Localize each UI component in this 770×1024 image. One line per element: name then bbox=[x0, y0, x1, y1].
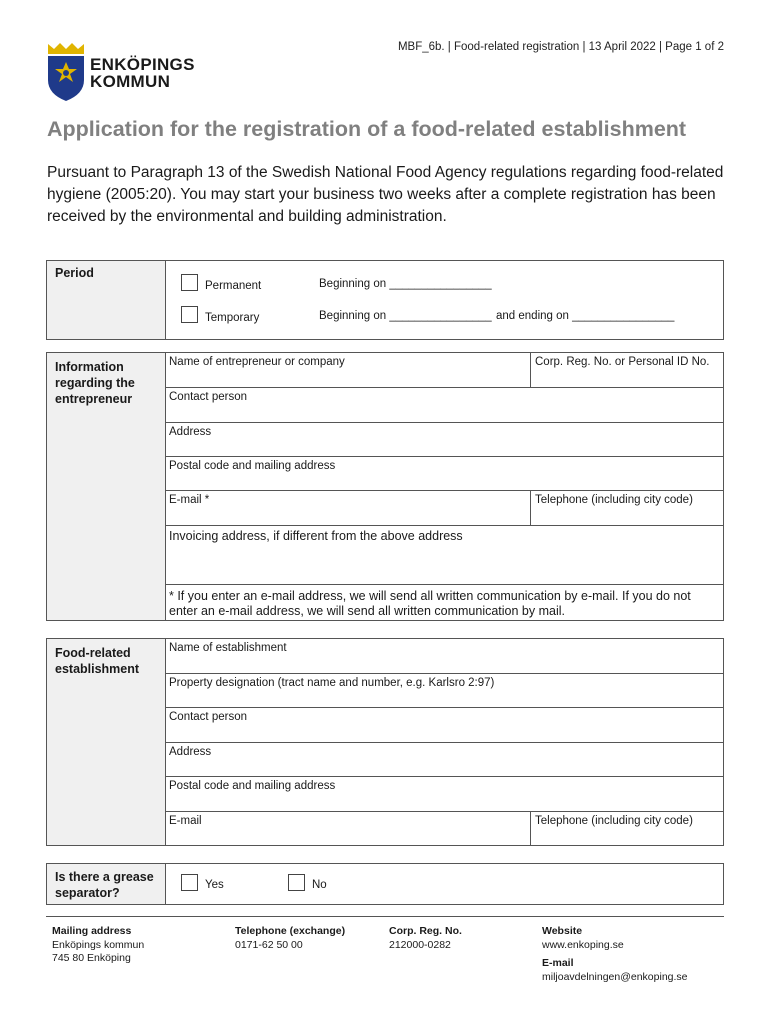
permanent-label: Permanent bbox=[205, 280, 262, 292]
establishment-name-field[interactable]: Name of establishment bbox=[166, 639, 723, 674]
grease-yes-label: Yes bbox=[205, 879, 224, 891]
page-title: Application for the registration of a food-related establishment bbox=[47, 117, 687, 141]
entrepreneur-contact-field[interactable]: Contact person bbox=[166, 388, 723, 423]
period-label: Period bbox=[47, 261, 166, 339]
temporary-ending-field[interactable]: and ending on ________________ bbox=[496, 310, 675, 322]
entrepreneur-postal-field[interactable]: Postal code and mailing address bbox=[166, 457, 723, 491]
establishment-telephone-field[interactable]: Telephone (including city code) bbox=[530, 812, 723, 846]
establishment-postal-field[interactable]: Postal code and mailing address bbox=[166, 777, 723, 812]
temporary-checkbox[interactable] bbox=[181, 306, 198, 323]
entrepreneur-name-field[interactable]: Name of entrepreneur or company Corp. Reg. No. or Personal ID No. bbox=[166, 353, 723, 388]
grease-section bbox=[46, 863, 724, 905]
establishment-email-field[interactable]: E-mail Telephone (including city code) bbox=[166, 812, 723, 846]
footer-telephone: Telephone (exchange) 0171-62 50 00 bbox=[235, 925, 346, 951]
entrepreneur-section bbox=[46, 352, 724, 621]
intro-paragraph: Pursuant to Paragraph 13 of the Swedish National Food Agency regulations regarding food-related hygiene (2005:20). You may start your business two weeks after a complete registration has been received by the environmental and building administration. bbox=[47, 164, 724, 225]
footer bbox=[46, 916, 724, 983]
temporary-beginning-field[interactable]: Beginning on ________________ bbox=[319, 310, 492, 322]
grease-no-label: No bbox=[312, 879, 327, 891]
entrepreneur-telephone-field[interactable]: Telephone (including city code) bbox=[530, 491, 723, 525]
footer-contact: Website www.enkoping.se E-mail miljoavdelningen@enkoping.se bbox=[542, 925, 688, 983]
coat-of-arms-icon bbox=[46, 42, 86, 102]
corp-reg-field[interactable]: Corp. Reg. No. or Personal ID No. bbox=[530, 353, 723, 387]
establishment-address-field[interactable]: Address bbox=[166, 743, 723, 777]
establishment-section bbox=[46, 638, 724, 846]
property-designation-field[interactable]: Property designation (tract name and number, e.g. Karlsro 2:97) bbox=[166, 674, 723, 708]
invoicing-address-field[interactable]: Invoicing address, if different from the above address bbox=[166, 526, 723, 585]
establishment-contact-field[interactable]: Contact person bbox=[166, 708, 723, 743]
entrepreneur-label: Information regarding the entrepreneur bbox=[47, 353, 166, 620]
email-link[interactable]: miljoavdelningen@enkoping.se bbox=[542, 970, 688, 983]
permanent-beginning-field[interactable]: Beginning on ________________ bbox=[319, 278, 492, 290]
grease-no-checkbox[interactable] bbox=[288, 874, 305, 891]
document-meta: MBF_6b. | Food-related registration | 13 April 2022 | Page 1 of 2 bbox=[397, 41, 724, 53]
municipality-logo bbox=[46, 42, 216, 102]
footer-mailing: Mailing address Enköpings kommun 745 80 Enköping bbox=[52, 925, 145, 964]
entrepreneur-address-field[interactable]: Address bbox=[166, 423, 723, 457]
establishment-label: Food-related establishment bbox=[47, 639, 166, 845]
logo-wordmark: ENKÖPINGS KOMMUN bbox=[90, 55, 195, 91]
permanent-checkbox[interactable] bbox=[181, 274, 198, 291]
entrepreneur-email-field[interactable]: E-mail * Telephone (including city code) bbox=[166, 491, 723, 526]
period-section bbox=[46, 260, 724, 340]
footer-corp-reg: Corp. Reg. No. 212000-0282 bbox=[389, 925, 462, 951]
temporary-label: Temporary bbox=[205, 312, 260, 324]
grease-yes-checkbox[interactable] bbox=[181, 874, 198, 891]
grease-label: Is there a grease separator? bbox=[47, 864, 166, 904]
email-note: * If you enter an e-mail address, we will send all written communication by e-mail. If you do not enter an e-mail address, we will send all written communication by mail. bbox=[169, 589, 691, 618]
website-link[interactable]: www.enkoping.se bbox=[542, 938, 624, 951]
